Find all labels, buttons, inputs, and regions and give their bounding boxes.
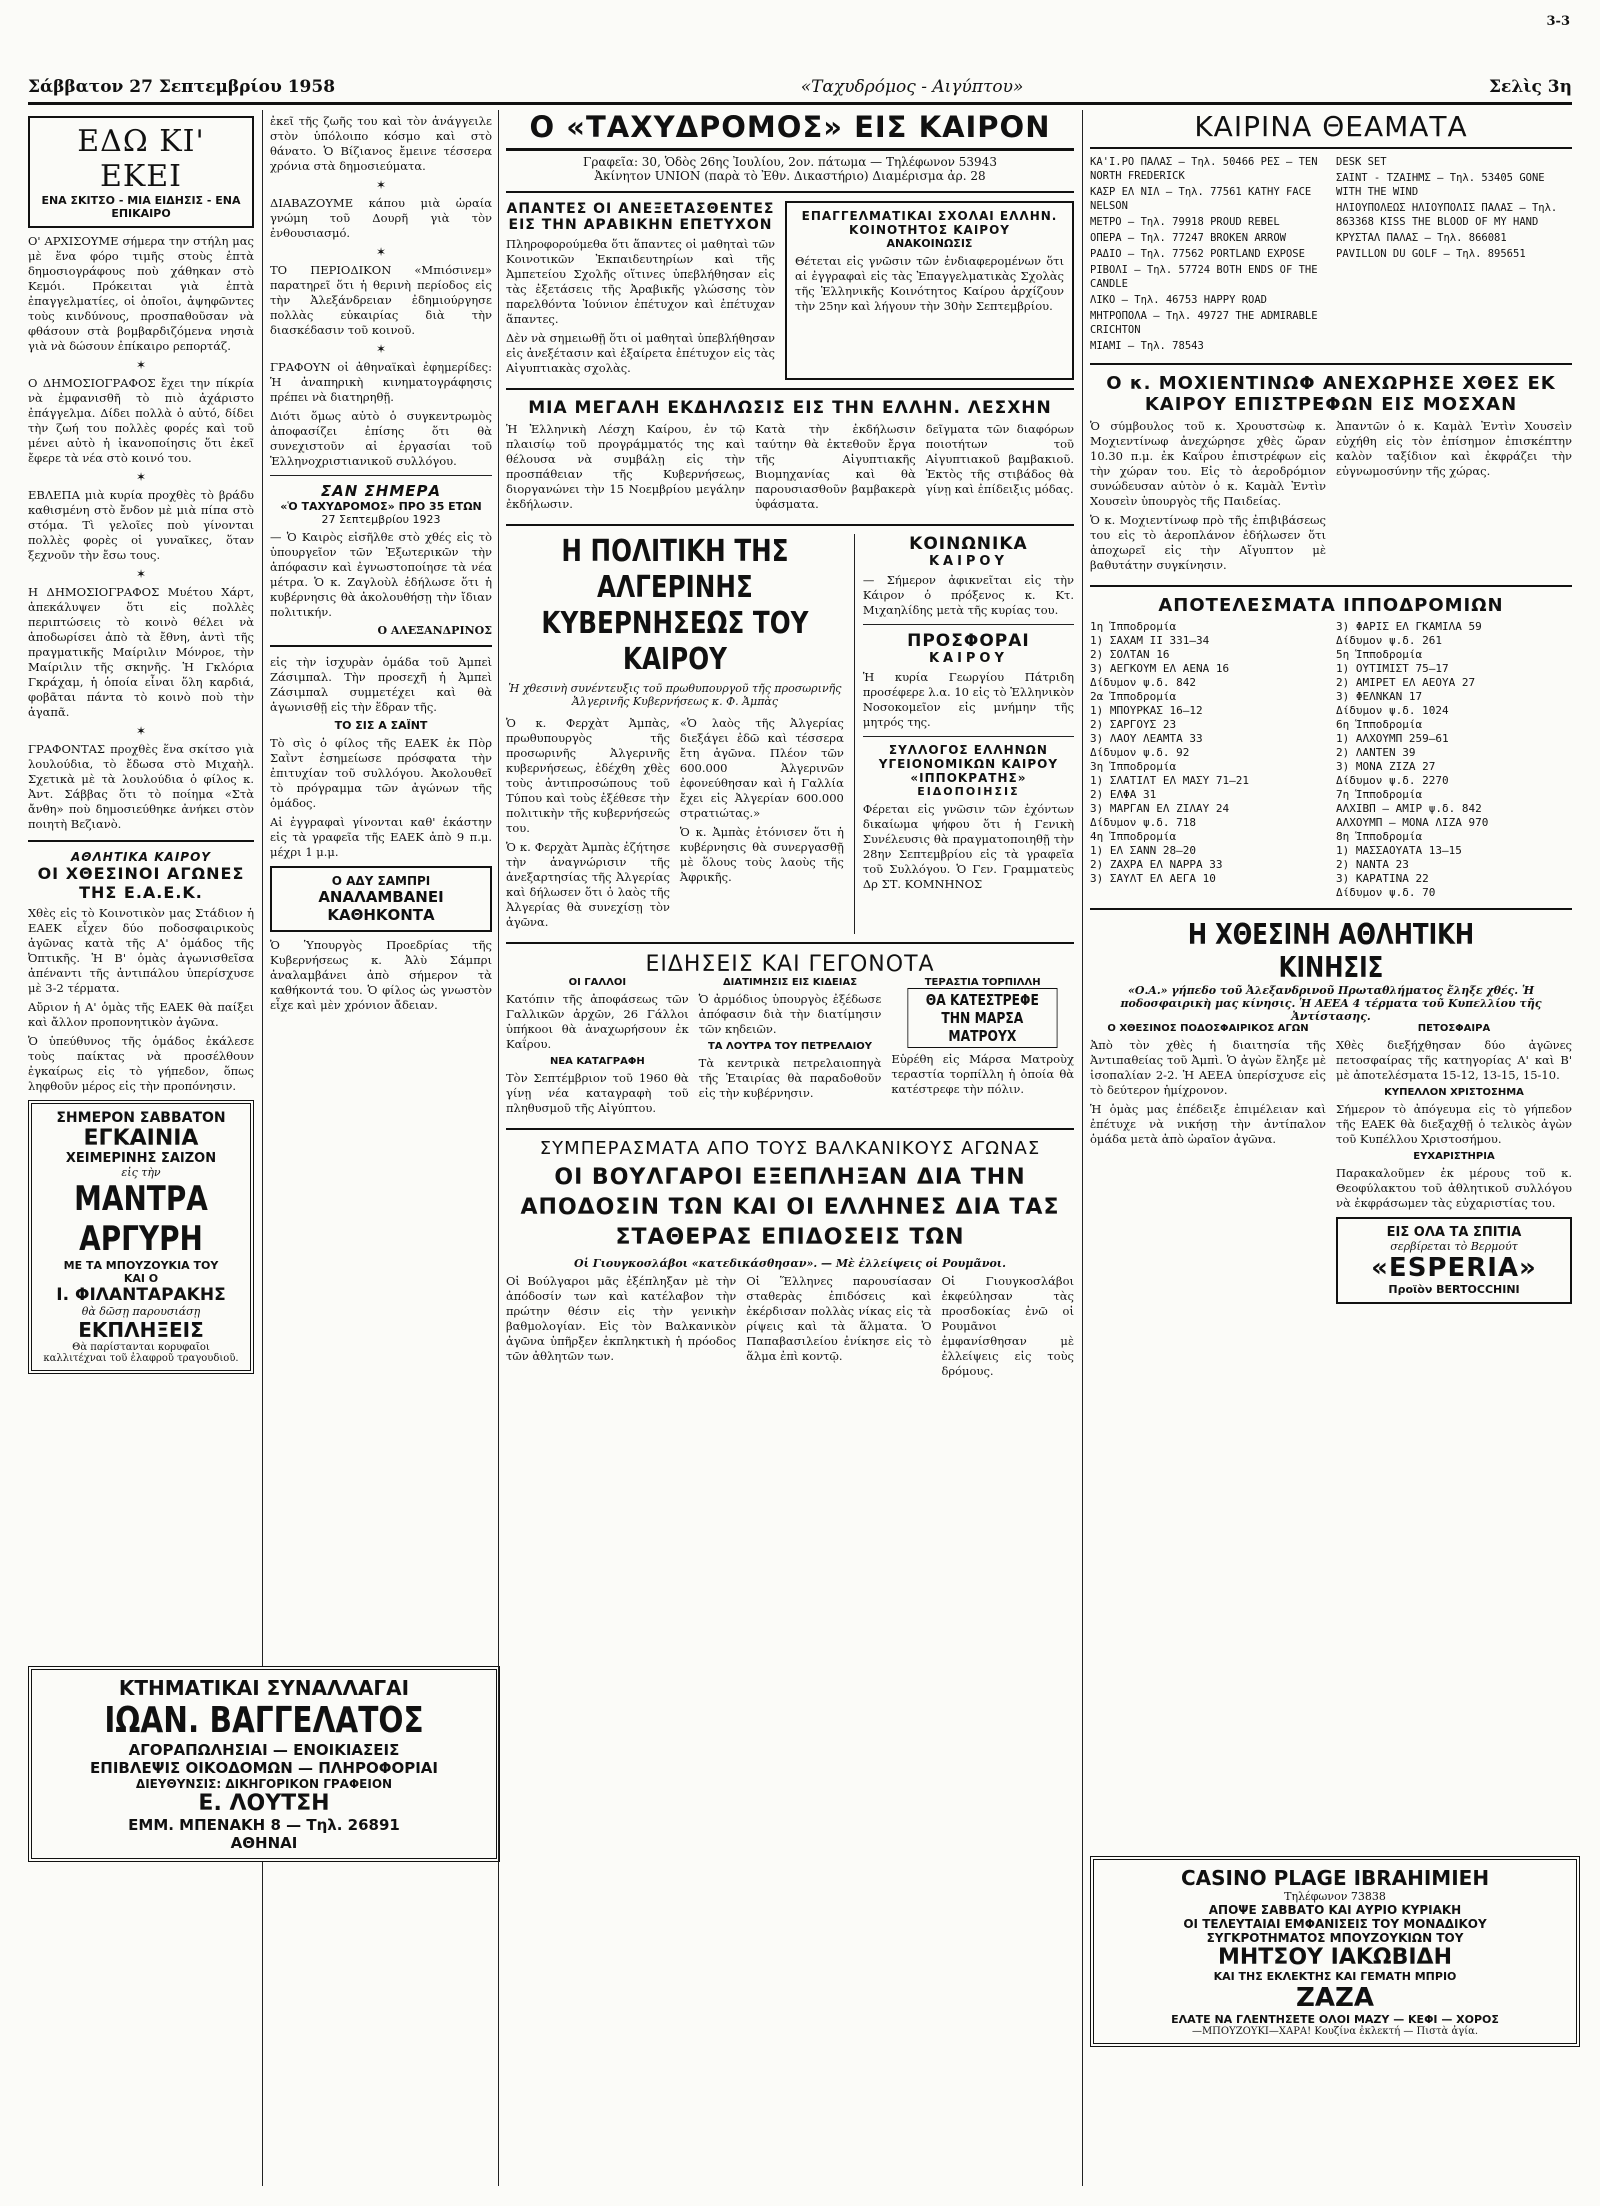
article-paragraph: Φέρεται εἰς γνῶσιν τῶν ἐχόντων δικαίωμα ψήφου ὅτι ἡ Γενικὴ Συνέλευσις θὰ πραγματοποιηθῇ τὴν 28ην Σεπτεμβρίου εἰς τὰ γραφεῖα τοῦ Συλλόγου. Ὁ Γεν. Γραμματεὺς Δρ ΣΤ. ΚΟΜΝΗΝΟΣ (862, 802, 1074, 891)
ad-line: ΕΓΚΑΙΝΙΑ (83, 1126, 199, 1151)
ad-venue-name: ΜΑΝΤΡΑ ΑΡΓΥΡΗ (74, 1179, 208, 1259)
ad-line: σερβίρεται τὸ Βερμούτ (1390, 1240, 1518, 1253)
ad-line: ΕΛΑΤΕ ΝΑ ΓΛΕΝΤΗΣΕΤΕ ΟΛΟΙ ΜΑΖΥ — ΚΕΦΙ — ΧΟΡΟΣ (1171, 2013, 1499, 2026)
race-result-row: 1η Ἱπποδρομία (1090, 620, 1177, 633)
article-paragraph: Ο' ΑΡΧΙΣΟΥΜΕ σήμερα την στήλη μας μὲ ἕνα φόρο τιμῆς στοὺς ἑπτὰ δημοσιογράφους ποὺ χάθηκαν στὸ Κεμόι. Πρόκειται γιὰ ἑπτὰ ἐπαγγελματίες, οἱ ὁποῖοι, ἀψηφῶντες τοὺς κινδύνους, προσπαθοῦσαν νὰ φθάσουν στὰ βομβαρδιζόμενα νησιὰ γιὰ νὰ δώσουν ἐπίκαιρο ρεπορτάζ. (28, 234, 254, 353)
race-result-row: 3) ΦΑΡΙΣ ΕΛ ΓΚΑΜΙΛΑ 59 (1336, 620, 1482, 633)
headline-balkan: ΟΙ ΒΟΥΛΓΑΡΟΙ ΕΞΕΠΛΗΞΑΝ ΔΙΑ ΤΗΝ ΑΠΟΔΟΣΙΝ ΤΩΝ ΚΑΙ ΟΙ ΕΛΛΗΝΕΣ ΔΙΑ ΤΑΣ ΣΤΑΘΕΡΑΣ ΕΠΙΔΟΣΕΙΣ ΤΩΝ (520, 1165, 1060, 1250)
center-section (506, 110, 1074, 2186)
article-paragraph: ΤΟ ΠΕΡΙΟΔΙΚΟΝ «Μπιόσινεμ» παρατηρεῖ ὅτι ἡ θερινὴ περίοδος εἰς τὴν Ἀλεξάνδρειαν ἐδημιούργησε πολλὰς εὐκαιρίας διὰ τὴν διασκέδασιν τοῦ κοινοῦ. (270, 263, 492, 337)
article-paragraph: Χθὲς εἰς τὸ Κοινοτικὸν μας Στάδιον ἡ ΕΑΕΚ εἶχεν δύο ποδοσφαιρικοὺς ἀγῶνας κατὰ τῆς Α' ὁμάδος τῆς Ὀπτικῆς. Ἡ Β' ὁμὰς ἀγωνισθεῖσα ἀπέναντι τῆς ἀντιπάλου ὑπερίσχυσε μὲ 3-2 τέρματα. (28, 906, 254, 995)
article-subhead: ΤΕΡΑΣΤΙΑ ΤΟΡΠΙΛΛΗ (924, 977, 1041, 988)
article-paragraph: — Σήμερον ἀφικνεῖται εἰς τὴν Κάιρον ὁ πρόξενος κ. Κτ. Μιχαηλίδης μετὰ τῆς κυρίας του. (862, 573, 1074, 617)
article-title: ΜΙΑ ΜΕΓΑΛΗ ΕΚΔΗΛΩΣΙΣ ΕΙΣ ΤΗΝ ΕΛΛΗΝ. ΛΕΣΧΗΝ (528, 398, 1052, 418)
office-address: Γραφεῖα: 30, Ὁδὸς 26ης Ἰουλίου, 2ον. πάτωμα — Τηλέφωνον 53943 (583, 155, 997, 169)
separator-stars-icon: ✶ (375, 178, 387, 192)
article-subhead: ΕΙΔΟΠΟΙΗΣΙΣ (917, 785, 1020, 798)
column-2 (270, 110, 492, 2186)
article-subhead: ΟΙ ΓΑΛΛΟΙ (568, 977, 627, 988)
cinemas-title: ΚΑΙΡΙΝΑ ΘΕΑΜΑΤΑ (1090, 110, 1572, 149)
article-paragraph: Ὁ κ. Ἀμπὰς ἐτόνισεν ὅτι ἡ κυβέρνησις θὰ συνεργασθῇ μὲ ὅλους τοὺς λαοὺς τῆς Ἀφρικῆς. (679, 825, 844, 884)
today-title: ΣΑΝ ΣΗΜΕΡΑ (320, 482, 442, 500)
article-paragraph: Οἱ Ἕλληνες παρουσίασαν σταθερὰς ἐπιδόσεις καὶ ἐκέρδισαν πολλὰς νίκας εἰς τὰ ρίψεις καὶ τὰ ἅλματα. Ὁ Παπαβασιλείου ἐνίκησε εἰς τὸ ἅλμα ἐπὶ κοντῷ. (746, 1274, 932, 1363)
article-paragraph: εἰς τὴν ἰσχυρὰν ὁμάδα τοῦ Ἀμπεὶ Ζάσιμπαλ. Τὴν προσεχῆ ἡ Ἀμπεὶ Ζάσιμπαλ συμμετέχει καὶ θὰ ἀγωνισθῇ εἰς τὴν ἕδραν τῆς. (270, 655, 492, 714)
athletics-kicker: ΑΘΛΗΤΙΚΑ ΚΑΙΡΟΥ (71, 850, 211, 864)
article-paragraph: Ὁ κ. Μοχιεντίνωφ πρὸ τῆς ἐπιβιβάσεως του εἰς τὸ ἀεροπλάνον ἐδήλωσεν ὅτι ἀποχωρεῖ εἰς τὴν Αἴγυπτον μὲ βαθυτάτην συγκίνησιν. (1090, 513, 1326, 572)
edo-ki-ekei-box (28, 116, 254, 228)
article-subhead: Οἱ Γιουγκοσλάβοι «κατεδικάσθησαν». — Μὲ ἐλλείψεις οἱ Ρουμᾶνοι. (574, 1257, 1006, 1270)
article-paragraph: Κατόπιν τῆς ἀποφάσεως τῶν Γαλλικῶν ἀρχῶν, 26 Γάλλοι ὑπήκοοι θὰ ἀναχωρήσουν ἐκ Καΐρου. (506, 992, 689, 1051)
ad-line: ΚΑΙ ΤΗΣ ΕΚΛΕΚΤΗΣ ΚΑΙ ΓΕΜΑΤΗ ΜΠΡΙΟ (1213, 1970, 1457, 1983)
section-subtitle: ΕΝΑ ΣΚΙΤΣΟ - ΜΙΑ ΕΙΔΗΣΙΣ - ΕΝΑ ΕΠΙΚΑΙΡΟ (41, 194, 241, 220)
race-result-row: 1) ΑΛΧΟΥΜΠ 259—61 (1336, 732, 1449, 745)
article-paragraph: Ο ΔΗΜΟΣΙΟΓΡΑΦΟΣ ἔχει την πίκρία νὰ ἐμφανισθῆ τὸ πιὸ ἀχάριστο ἐπάγγελμα. Δίδει πολλὰ ὁ αὐτό, δίδει τὴν ζωή του πολλὲς φορές καὶ τοῦ μένει αὐτὸ ἡ ἱκανοποίησις ὅτι ἐκεῖ ἔφερε τὰ νέα στὸ κοινό του. (28, 376, 254, 465)
article-title: ΣΥΛΛΟΓΟΣ ΕΛΛΗΝΩΝ ΥΓΕΙΟΝΟΜΙΚΩΝ ΚΑΙΡΟΥ «ΙΠΠΟΚΡΑΤΗΣ» (878, 743, 1059, 785)
ad-esperia (1336, 1217, 1572, 1304)
article-paragraph: Αἱ ἐγγραφαὶ γίνονται καθ' ἑκάστην εἰς τὰ γραφεῖα τῆς ΕΑΕΚ ἀπὸ 9 π.μ. μέχρι 1 μ.μ. (270, 815, 492, 859)
box-title: ΑΝΑΛΑΜΒΑΝΕΙ ΚΑΘΗΚΟΝΤΑ (318, 888, 444, 924)
article-title: ΕΠΑΓΓΕΛΜΑΤΙΚΑΙ ΣΧΟΛΑΙ ΕΛΛΗΝ. ΚΟΙΝΟΤΗΤΟΣ ΚΑΙΡΟΥ (801, 209, 1058, 237)
ad-line: ΟΙ ΤΕΛΕΥΤΑΙΑΙ ΕΜΦΑΝΙΣΕΙΣ ΤΟΥ ΜΟΝΑΔΙΚΟΥ (1183, 1917, 1487, 1931)
ad-line: Τηλέφωνον 73838 (1284, 1890, 1386, 1903)
race-result-row: 3) ΚΑΡΑΤΙΝΑ 22 (1336, 872, 1429, 885)
article-paragraph: «Ὁ λαὸς τῆς Ἀλγερίας διεξάγει ἐδῶ καὶ τέσσερα ἔτη ἀγῶνα. Πλέον τῶν 600.000 Ἀλγερινῶν ἐφονεύθησαν καὶ ἡ Γαλλία ἔχει εἰς Ἀλγερίαν 600.000 στρατιώτας.» (679, 716, 844, 820)
article-title: ΚΟΙΝΩΝΙΚΑ (909, 534, 1028, 554)
race-result-row: 4η Ἱπποδρομία (1090, 830, 1177, 843)
ad-performer: ΜΗΤΣΟΥ ΙΑΚΩΒΙΔΗ (1218, 1945, 1452, 1970)
article-paragraph: Ὁ ἀρμόδιος ὑπουργὸς ἐξέδωσε ἀπόφασιν διὰ τὴν διατίμησιν τῶν κηδειῶν. (698, 992, 882, 1036)
cinema-listing: DESK SET (1336, 156, 1387, 168)
race-result-row: 1) ΣΑΧΑΜ ΙΙ 331—34 (1090, 634, 1210, 647)
race-results-right (1336, 620, 1572, 900)
ad-line: ΣΗΜΕΡΟΝ ΣΑΒΒΑΤΟΝ (56, 1110, 226, 1126)
race-result-row: 2) ΝΑΝΤΑ 23 (1336, 858, 1409, 871)
headline-algeria: Η ΠΟΛΙΤΙΚΗ ΤΗΣ ΑΛΓΕΡΙΝΗΣ ΚΥΒΕΡΝΗΣΕΩΣ ΤΟΥ ΚΑΙΡΟΥ (541, 534, 809, 677)
race-result-row: 1) ΜΑΣΣΑΟΥΑΤΑ 13—15 (1336, 844, 1462, 857)
article-paragraph: Ἀπὸ τὸν χθὲς ἡ διαιτησία τῆς Ἀντιπαθείας τοῦ Ἀμπὶ. Ὁ ἀγὼν ἔληξε μὲ ἰσοπαλίαν 2-2. Ἡ ΑΕΕΑ ὑπερίσχυσε εἰς τὸ δεύτερον ἡμίχρονον. (1090, 1038, 1326, 1097)
race-result-row: Δίδυμον ψ.δ. 92 (1090, 746, 1190, 759)
column-1 (28, 110, 254, 2186)
article-paragraph: Διότι ὅμως αὐτὸ ὁ συγκεντρωμὸς ἀποφασίζει ἐπίσης ὅτι θὰ συνεχιστοῦν αἱ ἐργασίαι τοῦ Ἑλληνοχριστιανικοῦ συλλόγου. (270, 409, 492, 468)
cinema-listing: ΚΡΥΣΤΑΛ ΠΑΛΑΣ — Τηλ. 866081 (1336, 232, 1507, 244)
race-result-row: Δίδυμον ψ.δ. 2270 (1336, 774, 1449, 787)
article-paragraph: Δὲν νὰ σημειωθῇ ὅτι οἱ μαθηταὶ ὑπεβλήθησαν εἰς ἀνεξέτασιν καὶ ἐξαίρετα ἐπέτυχον εἰς τὰς Αἰγυπτιακὰς σχολὰς. (506, 331, 775, 375)
ad-brand: «ESPERIA» (1371, 1253, 1537, 1283)
ad-line: —ΜΠΟΥΖΟΥΚΙ—ΧΑΡΑ! Κουζίνα ἐκλεκτή — Πιστὰ ἀγία. (1191, 2026, 1479, 2037)
masthead-page-number: Σελὶς 3η (1489, 77, 1572, 97)
article-title: ΑΠΑΝΤΕΣ ΟΙ ΑΝΕΞΕΤΑΣΘΕΝΤΕΣ ΕΙΣ ΤΗΝ ΑΡΑΒΙΚΗΝ ΕΠΕΤΥΧΟΝ (506, 201, 775, 233)
ad-line: CASINO PLAGE IBRAHIMIEH (1180, 1866, 1490, 1890)
ad-casino-plage (1090, 1856, 1580, 2047)
article-paragraph: δεῖγματα τῶν διαφόρων ποιοτήτων τοῦ Αἰγυπτιακοῦ βαμβακιοῦ. Ἐκτὸς τῆς στιβάδος θὰ γίνῃ καὶ ἐπίδειξις μόδας. (925, 422, 1074, 496)
athletics-title: ΟΙ ΧΘΕΣΙΝΟΙ ΑΓΩΝΕΣ ΤΗΣ Ε.Α.Ε.Κ. (37, 864, 245, 902)
article-paragraph: Οἱ Γιουγκοσλάβοι ἐκφεύλησαν τὰς προσδοκίας ἐνῶ οἱ Ρουμᾶνοι ἐμφανίσθησαν μὲ ἐλλείψεις εἰς τοὺς δρόμους. (941, 1274, 1074, 1378)
race-result-row: 1) ΕΛ ΣΑΝΝ 28—20 (1090, 844, 1196, 857)
cinema-listing: ΚΑ'Ι.ΡΟ ΠΑΛΑΣ — Τηλ. 50466 ΡΕΣ — TEN NORTH FREDERICK (1090, 156, 1318, 182)
section-title: ΕΔΩ ΚΙ' ΕΚΕΙ (77, 124, 205, 194)
ad-line: Ι. ΦΙΛΑΝΤΑΡΑΚΗΣ (56, 1285, 226, 1305)
separator-stars-icon: ✶ (135, 724, 147, 738)
article-subhead: Ο ΧΘΕΣΙΝΟΣ ΠΟΔΟΣΦΑΙΡΙΚΟΣ ΑΓΩΝ (1107, 1023, 1309, 1034)
race-result-row: 2) ΣΟΛΤΑΝ 16 (1090, 648, 1170, 661)
ad-mantra-argyri (28, 1100, 254, 1374)
article-paragraph: Εὑρέθη εἰς Μάρσα Ματροὺχ τεραστία τορπίλλη ἡ ὁποία θὰ κατέστρεφε τὴν πόλιν. (891, 1052, 1074, 1096)
article-paragraph: Ἡ Ἑλληνικὴ Λέσχη Καίρου, ἐν τῷ πλαισίῳ τοῦ προγράμματός της καὶ θέλουσα νὰ συμβάλῃ εἰς τὴν προσπάθειαν τῆς Κυβερνήσεως, διοργανώνει τὴν 15 Νοεμβρίου μεγάλην ἐκδήλωσιν. (506, 422, 746, 511)
ad-line: θὰ δῶσῃ παρουσιάσῃ (81, 1305, 201, 1318)
cinema-listing: ΣΑΙΝΤ - ΤΖΑΙΗΜΣ — Τηλ. 53405 GONE WITH THE WIND (1336, 172, 1545, 198)
ad-line: ΚΤΗΜΑΤΙΚΑΙ ΣΥΝΑΛΛΑΓΑΙ (118, 1676, 410, 1700)
article-paragraph: Ὁ Ὑπουργὸς Προεδρίας τῆς Κυβερνήσεως κ. Ἀλὺ Σάμπρι ἀναλαμβάνει ἀπὸ σήμερον τὰ καθήκοντά του. Ὁ φίλος ὡς γνωστὸν εἶχε καὶ μὲν χρόνιον ἄδειαν. (270, 938, 492, 1012)
ad-line: ΣΥΓΚΡΟΤΗΜΑΤΟΣ ΜΠΟΥΖΟΥΚΙΩΝ ΤΟΥ (1206, 1931, 1464, 1945)
article-paragraph: Χθὲς διεξήχθησαν δύο ἀγῶνες πετοσφαίρας τῆς κατηγορίας Α' καὶ Β' μὲ ἀποτελέσματα 15-12, 13-15, 15-10. (1336, 1038, 1572, 1082)
article-paragraph: Ἀπαντῶν ὁ κ. Καμὰλ Ἐντὶν Χουσεὶν εὐχήθη εἰς τὸν ἐπίσημον ἐπισκέπτην καλὸν ταξίδιον καὶ ἐκφράζει τὴν εὐγνωμοσύνην τῆς χώρας. (1336, 419, 1572, 478)
office-address: Ἀκίνητον UNION (παρὰ τὸ Ἐθν. Δικαστήριο) Διαμέρισμα ἀρ. 28 (594, 169, 986, 183)
separator-stars-icon: ✶ (375, 342, 387, 356)
article-paragraph: Παρακαλοῦμεν ἐκ μέρους τοῦ κ. Θεοφύλακτου τοῦ ἀθλητικοῦ συλλόγου νὰ ἐκφράσωμεν τὰς εὐχαριστίας του. (1336, 1166, 1572, 1210)
article-subhead: ΚΑΙΡΟΥ (928, 651, 1008, 666)
article-kicker: ΣΥΜΠΕΡΑΣΜΑΤΑ ΑΠΟ ΤΟΥΣ ΒΑΛΚΑΝΙΚΟΥΣ ΑΓΩΝΑΣ (539, 1138, 1041, 1159)
today-subtitle: «Ὁ ΤΑΧΥΔΡΟΜΟΣ» ΠΡΟ 35 ΕΤΩΝ (280, 500, 482, 513)
article-paragraph: Θέτεται εἰς γνῶσιν τῶν ἐνδιαφερομένων ὅτι αἱ ἐγγραφαὶ εἰς τὰς Ἐπαγγελματικὰς Σχολὰς τῆς Ἑλληνικῆς Κοινότητος Καίρου ἀρχίζουν τὴν 25ην καὶ λήγουν τὴν 30ὴν Σεπτεμβρίου. (795, 254, 1064, 313)
race-result-row: 3) ΜΟΝΑ ΖΙΖΑ 27 (1336, 760, 1436, 773)
article-author: Ο ΑΛΕΞΑΝΔΡΙΝΟΣ (377, 624, 492, 637)
article-subhead: ΠΕΤΟΣΦΑΙΡΑ (1417, 1023, 1491, 1034)
race-result-row: 3) ΜΑΡΓΑΝ ΕΛ ΖΙΛΑΥ 24 (1090, 802, 1230, 815)
article-paragraph: Ὁ ὑπεύθυνος τῆς ὁμάδος ἐκάλεσε τοὺς παίκτας νὰ προσέλθουν ἐγκαίρως εἰς τὸ γήπεδον, ὅπως ληφθοῦν μέρος εἰς τὴν προπόνησιν. (28, 1034, 254, 1093)
race-result-row: 1) ΟΥΤΙΜΙΣΤ 75—17 (1336, 662, 1449, 675)
ad-line: ΕΠΙΒΛΕΨΙΣ ΟΙΚΟΔΟΜΩΝ — ΠΛΗΡΟΦΟΡΙΑΙ (90, 1759, 438, 1777)
cinema-listing: ΡΑΔΙΟ — Τηλ. 77562 PORTLAND EXPOSE (1090, 248, 1305, 260)
ad-line: ΑΓΟΡΑΠΩΛΗΣΙΑΙ — ΕΝΟΙΚΙΑΣΕΙΣ (128, 1741, 400, 1759)
article-subhead: ΝΕΑ ΚΑΤΑΓΡΑΦΗ (549, 1056, 645, 1067)
article-paragraph: ΕΒΛΕΠΑ μιὰ κυρία προχθὲς τὸ βράδυ καθισμένη στὸ ἔνδον μὲ μιὰ πίπα στὸ στόμα. Τὶ γελοῖες ποὺ γίνονται πολλὲς φορὲς οἱ γυναῖκες, ὅταν ξεχνοῦν τὴν ἔσω τους. (28, 488, 254, 562)
ad-line: ΜΕ ΤΑ ΜΠΟΥΖΟΥΚΙΑ ΤΟΥ (63, 1259, 219, 1272)
masthead-date: Σάββατον 27 Σεπτεμβρίου 1958 (28, 77, 336, 97)
article-paragraph: Ὁ κ. Φερχὰτ Ἀμπὰς ἐζήτησε τὴν ἀναγνώρισιν τῆς ἀνεξαρτησίας τῆς Ἀλγερίας καὶ δήλωσεν ὅτι ὁ λαὸς τῆς Ἀλγερίας θὰ συνεχίσῃ τὸν ἀγῶνα. (506, 840, 670, 929)
ad-line: Θὰ παρίστανται κορυφαῖοι καλλιτέχναι τοῦ ἐλαφροῦ τραγουδιοῦ. (43, 1342, 239, 1364)
race-results-left (1090, 620, 1326, 900)
race-result-row: Δίδυμον ψ.δ. 1024 (1336, 704, 1449, 717)
ad-name: ΙΩΑΝ. ΒΑΓΓΕΛΑΤΟΣ (104, 1700, 424, 1741)
separator-stars-icon: ✶ (135, 470, 147, 484)
article-paragraph: ΓΡΑΦΟΝΤΑΣ προχθὲς ἕνα σκίτσο γιὰ λουλούδια, τὸ ἔδωσα στὸ Μιχαὴλ. Σχετικὰ μὲ τὰ λουλούδια ὁ φίλος κ. Ἀντ. Σάββας ὅτι τὸ ποίημα «Στὰ ἄνθη» ποὺ δημοσιεύθηκε ἀνήκει στὸν ποιητὴ Βεζιανὸ. (28, 742, 254, 831)
ad-vangelatos (28, 1666, 500, 1862)
race-result-row: 3) ΣΑΥΛΤ ΕΛ ΑΕΓΑ 10 (1090, 872, 1216, 885)
article-paragraph: Οἱ Βούλγαροι μᾶς ἐξέπληξαν μὲ τὴν ἀπόδοσίν των καὶ κατέλαβον τὴν πρώτην θέσιν εἰς τὴν γενικὴν βαθμολογίαν. Εἰς τὸν Βαλκανικὸν ἀγῶνα ὑπῆρξεν ἐκπληκτικὴ ἡ πρόοδος τῶν ἀθλητῶν των. (506, 1274, 737, 1363)
race-result-row: 2α Ἱπποδρομία (1090, 690, 1177, 703)
box-title: Ο ΑΔΥ ΣΑΜΠΡΙ (331, 874, 431, 888)
article-paragraph: Ἡ ὁμὰς μας ἐπέδειξε ἐπιμέλειαν καὶ ἐπέτυχε νὰ νικήσῃ τὴν ἀντίπαλον ὁμάδα μετὰ ἀπὸ ὡραῖον ἀγῶνα. (1090, 1102, 1326, 1146)
ad-line: εἰς τὴν (121, 1166, 161, 1179)
race-result-row: 7η Ἱπποδρομία (1336, 788, 1423, 801)
race-result-row: 2) ΣΑΡΓΟΥΣ 23 (1090, 718, 1177, 731)
article-paragraph: Η ΔΗΜΟΣΙΟΓΡΑΦΟΣ Μυέτου Χάρτ, ἀπεκάλυψεν ὅτι εἰς πολλὲς περιπτώσεις τὸ κοινὸ θέλει νὰ ἀποδωρίσει ἀπὸ τὰ ἔθνη, ἀντὶ τῆς πραγματικῆς Μαίριλιν Μόνροε, τὴν Μαίριλιν τῆς σκηνῆς. Ἡ Γκλόρια Γκράχαμ, ἡ ὁποία εἶναι ὅλη καρδιά, φοβᾶται πάντα τὸ κοινὸ ποὺ τὴν ἀγαπᾶ. (28, 585, 254, 719)
race-result-row: 6η Ἱπποδρομία (1336, 718, 1423, 731)
ad-line: ΑΠΟΨΕ ΣΑΒΒΑΤΟ ΚΑΙ ΑΥΡΙΟ ΚΥΡΙΑΚΗ (1208, 1903, 1462, 1917)
article-paragraph: ΔΙΑΒΑΖΟΥΜΕ κάπου μιὰ ὡραία γνώμη τοῦ Δουρῆ γιὰ τὸν ἐνθουσιασμό. (270, 196, 492, 240)
article-paragraph: ἐκεῖ τῆς ζωῆς του καὶ τὸν ἀνάγγειλε στὸν ὑπόλοιπο κόσμο καὶ στὸ θάνατο. Ὁ Βίζιανος ἔμεινε τέσσερα χρόνια στὰ δημοσιεύματα. (270, 114, 492, 173)
cinema-listing: ΡΙΒΟΛΙ — Τηλ. 57724 BOTH ENDS OF THE CANDLE (1090, 264, 1318, 290)
article-paragraph: Ἡ κυρία Γεωργίου Πάτριδη προσέφερε λ.α. 10 εἰς τὸ Ἑλληνικὸν Νοσοκομεῖον εἰς μνήμην τῆς μητρός της. (862, 670, 1074, 729)
race-result-row: ΑΛΧΟΥΜΠ — ΜΟΝΑ ΛΙΖΑ 970 (1336, 816, 1489, 829)
article-subhead: ΔΙΑΤΙΜΗΣΙΣ ΕΙΣ ΚΙΔΕΙΑΣ (722, 977, 858, 988)
cinema-listing: ΟΠΕΡΑ — Τηλ. 77247 BROKEN ARROW (1090, 232, 1286, 244)
ad-line: Ε. ΛΟΥΤΣΗ (198, 1791, 330, 1816)
page-corner-mark: 3-3 (1546, 14, 1570, 29)
race-result-row: Δίδυμον ψ.δ. 842 (1090, 676, 1196, 689)
cinema-listing: ΜΙΑΜΙ — Τηλ. 78543 (1090, 340, 1204, 352)
race-result-row: 2) ΖΑΧΡΑ ΕΛ ΝΑΡΡΑ 33 (1090, 858, 1223, 871)
article-subhead: Ἡ χθεσινὴ συνέντευξις τοῦ πρωθυπουργοῦ τῆς προσωρινῆς Ἀλγερινῆς Κυβερνήσεως κ. Φ. Ἀμπὰς (508, 682, 842, 708)
article-paragraph: Τὸ σὶς ὁ φίλος τῆς ΕΑΕΚ ἐκ Πὸρ Σαῒντ ἐσημείωσε πρόσφατα τὴν ἐπιτυχίαν τοῦ συλλόγου. Ἀκολουθεῖ τὸ πρόγραμμα τῶν ἀγώνων τῆς ὁμάδος. (270, 736, 492, 810)
article-subhead: ΤΑ ΛΟΥΤΡΑ ΤΟΥ ΠΕΤΡΕΛΑΙΟΥ (707, 1041, 873, 1052)
article-paragraph: Κατὰ τὴν ἐκδήλωσιν ταύτην θὰ ἐκτεθοῦν ἔργα τῆς Αἰγυπτιακῆς Βιομηχανίας καὶ θὰ παρουσιασθοῦν βαμβακερὰ ὑφάσματα. (755, 422, 916, 511)
race-result-row: Δίδυμον ψ.δ. 261 (1336, 634, 1442, 647)
separator-stars-icon: ✶ (375, 245, 387, 259)
article-subhead: ΕΥΧΑΡΙΣΤΗΡΙΑ (1413, 1151, 1495, 1162)
article-paragraph: Πληροφορούμεθα ὅτι ἅπαντες οἱ μαθηταὶ τῶν Κοινοτικῶν Ἐκπαιδευτηρίων καὶ τῆς Ἀμπετείου Σχολῆς οἵτινες ὑπεβλήθησαν εἰς τὰς ἐξετάσεις τῆς Ἀραβικῆς γλώσσης τὸν παρελθόντα Ἰούνιον ἐπέτυχον καὶ ἐπέτυχαν ἅπαντες. (506, 237, 775, 326)
ad-line: ΕΜΜ. ΜΠΕΝΑΚΗ 8 — Τηλ. 26891 (128, 1816, 400, 1834)
article-paragraph: Ὁ σύμβουλος τοῦ κ. Χρουστσὼφ κ. Μοχιεντίνωφ ἀνεχώρησε χθὲς ὥραν 10.30 π.μ. ἐκ Καΐρου ἐπιστρέφων εἰς τὴν χώραν του. Εἰς τὸ ἀεροδρόμιον συνώδευσαν αὐτὸν ὁ κ. Καμὰλ Ἐντὶν Χουσεὶν ὑπουργὸς τῆς Παιδείας. (1090, 419, 1326, 508)
cinema-listing: ΜΗΤΡΟΠΟΛΑ — Τηλ. 49727 THE ADMIRABLE CRICHTON (1090, 310, 1318, 336)
center-title: Ο «ΤΑΧΥΔΡΟΜΟΣ» ΕΙΣ ΚΑΙΡΟΝ (506, 110, 1074, 151)
cinema-listing: ΜΕΤΡΟ — Τηλ. 79918 PROUD REBEL (1090, 216, 1280, 228)
race-result-row: 1) ΜΠΟΥΡΚΑΣ 16—12 (1090, 704, 1203, 717)
today-date: 27 Σεπτεμβρίου 1923 (321, 513, 441, 526)
ad-line: Προϊὸν BERTOCCHINI (1388, 1283, 1520, 1296)
race-result-row: ΑΛΧΙΒΠ — ΑΜΙΡ ψ.δ. 842 (1336, 802, 1482, 815)
cinema-listing: ΛΙΚΟ — Τηλ. 46753 HAPPY ROAD (1090, 294, 1268, 306)
ad-line: ΔΙΕΥΘΥΝΣΙΣ: ΔΙΚΗΓΟΡΙΚΟΝ ΓΡΑΦΕΙΟΝ (135, 1777, 393, 1791)
masthead (28, 72, 1572, 105)
article-title: ΠΡΟΣΦΟΡΑΙ (907, 631, 1030, 651)
article-paragraph: ΓΡΑΦΟΥΝ οἱ ἀθηναϊκαὶ ἐφημερίδες: Ἡ ἀναπηρικὴ κινηματογράφησις πρέπει νὰ διατηρηθῇ. (270, 360, 492, 404)
race-result-row: 8η Ἱπποδρομία (1336, 830, 1423, 843)
article-paragraph: Ὁ κ. Φερχὰτ Ἀμπὰς, πρωθυπουργὸς τῆς προσωρινῆς Ἀλγερινῆς κυβερνήσεως, ἐδέχθη χθὲς τοὺς ἀντιπροσώπους τοῦ Τύπου καὶ τοὺς ἐξέθεσε τὴν πολιτικὴν τῆς κυβερνήσεώς του. (506, 716, 670, 835)
race-result-row: 3η Ἱπποδρομία (1090, 760, 1177, 773)
race-result-row: 3) ΑΕΓΚΟΥΜ ΕΛ ΑΕΝΑ 16 (1090, 662, 1230, 675)
race-result-row: Δίδυμον ψ.δ. 718 (1090, 816, 1196, 829)
race-result-row: 2) ΛΑΝΤΕΝ 39 (1336, 746, 1416, 759)
races-title: ΑΠΟΤΕΛΕΣΜΑΤΑ ΙΠΠΟΔΡΟΜΙΩΝ (1158, 595, 1504, 616)
article-paragraph: Σήμερον τὸ ἀπόγευμα εἰς τὸ γήπεδον τῆς ΕΑΕΚ θὰ διεξαχθῇ ὁ τελικὸς ἀγὼν τοῦ Κυπέλλου Χριστοσήμου. (1336, 1102, 1572, 1146)
ali-sabri-box (270, 866, 492, 932)
race-result-row: 2) ΕΛΦΑ 31 (1090, 788, 1157, 801)
cinema-listings-right (1336, 153, 1572, 355)
news-title: ΕΙΔΗΣΕΙΣ ΚΑΙ ΓΕΓΟΝΟΤΑ (645, 952, 935, 977)
ad-star: ΖΑΖΑ (1296, 1983, 1374, 2013)
ad-line: ΚΑΙ Ο (123, 1272, 159, 1285)
masthead-paper-name: «Ταχυδρόμος - Αιγύπτου» (800, 77, 1024, 97)
cinema-listing: ΚΑΣΡ ΕΛ ΝΙΛ — Τηλ. 77561 KATHY FACE NELSON (1090, 186, 1312, 212)
race-result-row: 3) ΛΑΟΥ ΛΕΑΜΤΑ 33 (1090, 732, 1203, 745)
headline-athletics: Η ΧΘΕΣΙΝΗ ΑΘΛΗΤΙΚΗ ΚΙΝΗΣΙΣ (1187, 918, 1475, 984)
race-result-row: 3) ΦΕΛΝΚΑΝ 17 (1336, 690, 1423, 703)
article-paragraph: — Ὁ Καιρὸς εἰσῆλθε στὸ χθές εἰς τὸ ὑπουργεῖον τῶν Ἐξωτερικῶν τὴν ἀπόφασιν καὶ ἐγνωστοποίησε τὰ νέα μέτρα. Ὁ κ. Ζαγλοὺλ ἐδήλωσε ὅτι ἡ κυβέρνησις θὰ ἀκολουθήσῃ τὴν ἴδιαν πολιτικήν. (270, 530, 492, 619)
article-paragraph: Αὔριον ἡ Α' ὁμὰς τῆς ΕΑΕΚ θὰ παίξει καὶ ἄλλον προπονητικὸν ἀγῶνα. (28, 1000, 254, 1029)
race-result-row: 5η Ἱπποδρομία (1336, 648, 1423, 661)
race-result-row: 2) ΑΜΙΡΕΤ ΕΛ ΑΕΟΥΑ 27 (1336, 676, 1476, 689)
article-subhead: ΑΝΑΚΟΙΝΩΣΙΣ (886, 237, 973, 250)
race-result-row: 1) ΣΛΑΤΙΛΤ ΕΛ ΜΑΣΥ 71—21 (1090, 774, 1249, 787)
ad-line: ΧΕΙΜΕΡΙΝΗΣ ΣΑΙΖΟΝ (65, 1151, 217, 1166)
article-paragraph: Τὰ κεντρικὰ πετρελαιοπηγὰ τῆς Ἑταιρίας θὰ παραδοθοῦν εἰς τὴν κυβέρνησιν. (698, 1056, 882, 1100)
cinema-listing: ΗΛΙΟΥΠΟΛΕΩΣ ΗΛΙΟΥΠΟΛΙΣ ΠΑΛΑΣ — Τηλ. 863368 KISS THE BLOOD OF MY HAND (1336, 202, 1558, 228)
cinema-listing: PAVILLON DU GOLF — Τηλ. 895651 (1336, 248, 1526, 260)
ad-line: ΕΚΠΛΗΞΕΙΣ (78, 1318, 204, 1342)
cinema-listings-left (1090, 153, 1326, 355)
separator-stars-icon: ✶ (135, 567, 147, 581)
race-result-row: Δίδυμον ψ.δ. 70 (1336, 886, 1436, 899)
article-subhead: ΤΟ ΣΙΣ Α ΣΑΪΝΤ (334, 719, 428, 732)
separator-stars-icon: ✶ (135, 358, 147, 372)
ad-line: ΕΙΣ ΟΛΑ ΤΑ ΣΠΙΤΙΑ (1386, 1225, 1522, 1240)
article-title: ΘΑ ΚΑΤΕΣΤΡΕΦΕ ΤΗΝ ΜΑΡΣΑ ΜΑΤΡΟΥΧ (908, 988, 1058, 1048)
article-subhead: «Ο.Α.» γήπεδο τοῦ Ἀλεξανδρινοῦ Πρωταθλήματος ἔληξε χθές. Ἡ ποδοσφαιρικὴ μας κίνησις. Ἡ ΑΕΕΑ 4 τέρματα τοῦ Κυπελλίου τῆς Ἀντίστασης. (1120, 984, 1542, 1023)
article-title: Ο κ. ΜΟΧΙΕΝΤΙΝΩΦ ΑΝΕΧΩΡΗΣΕ ΧΘΕΣ ΕΚ ΚΑΙΡΟΥ ΕΠΙΣΤΡΕΦΩΝ ΕΙΣ ΜΟΣΧΑΝ (1106, 373, 1556, 415)
ad-line: ΑΘΗΝΑΙ (230, 1834, 298, 1852)
article-subhead: ΚΑΙΡΟΥ (928, 554, 1008, 569)
article-subhead: ΚΥΠΕΛΛΟΝ ΧΡΙΣΤΟΣΗΜΑ (1384, 1087, 1524, 1098)
article-paragraph: Τὸν Σεπτέμβριον τοῦ 1960 θὰ γίνῃ νέα καταγραφὴ τοῦ πληθυσμοῦ τῆς Αἰγύπτου. (506, 1071, 689, 1115)
